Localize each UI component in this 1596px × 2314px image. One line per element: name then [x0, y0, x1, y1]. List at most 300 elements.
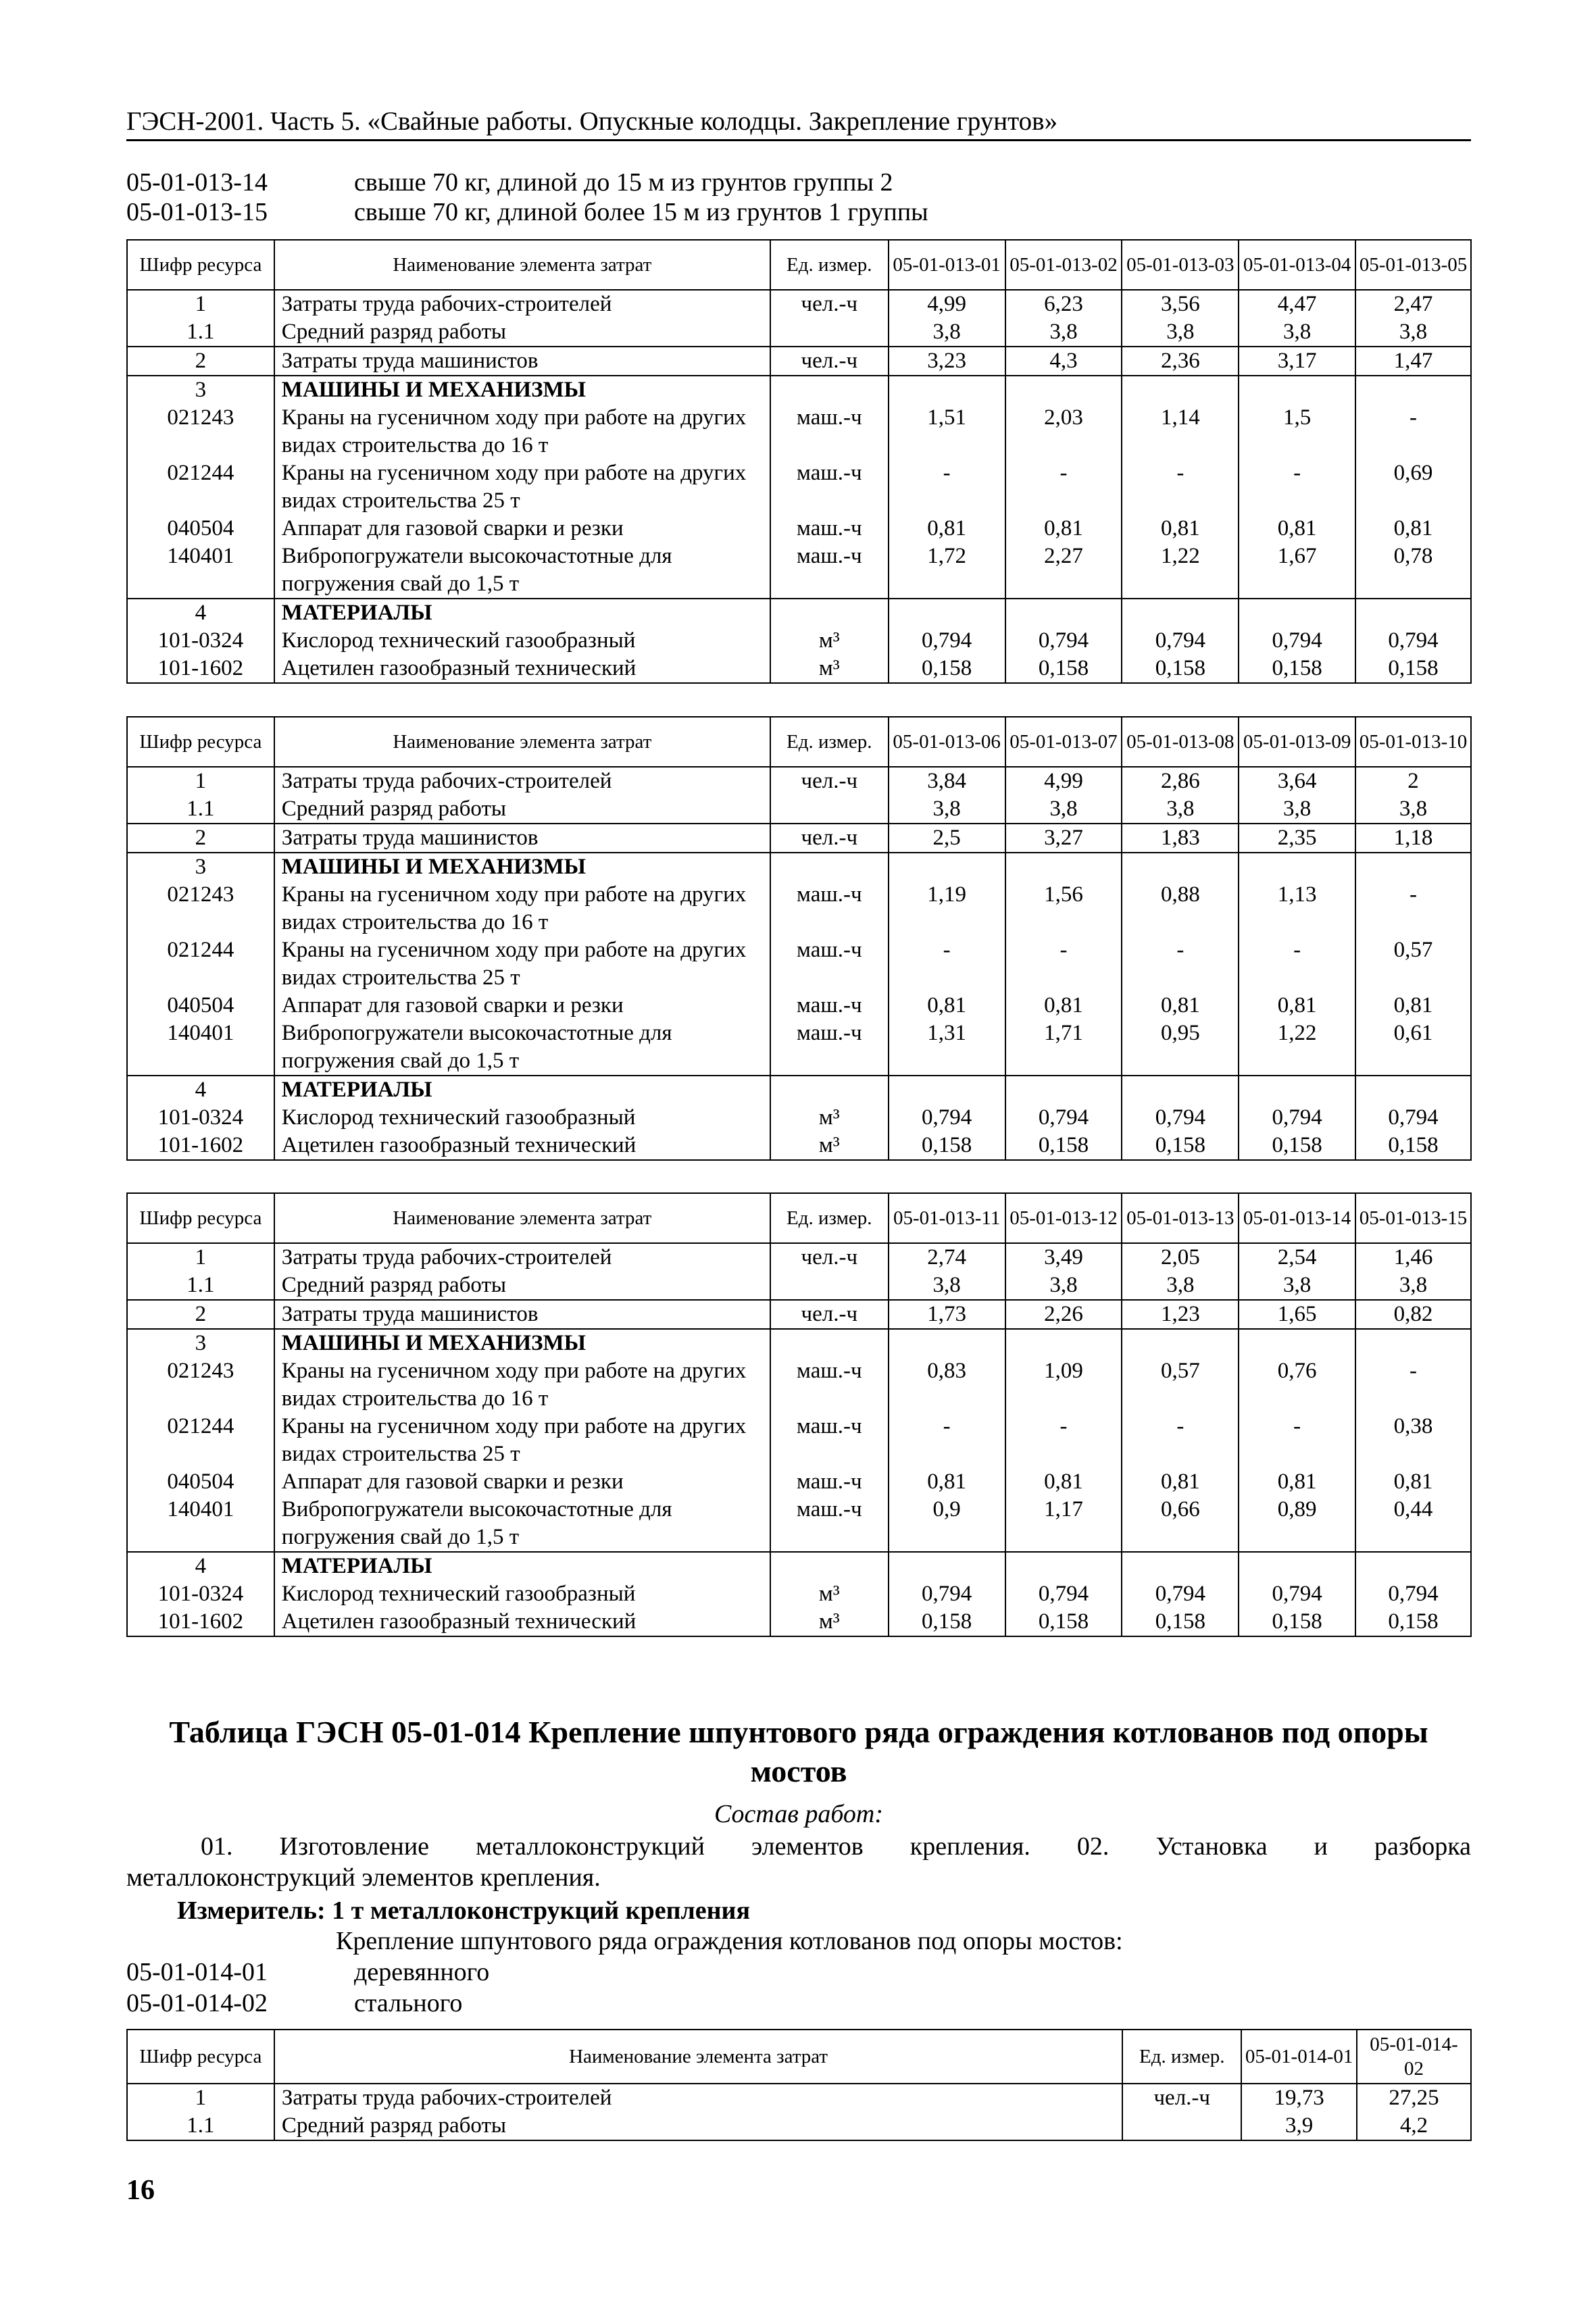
- table-row: [127, 290, 1471, 318]
- row-value: 0,81: [1355, 992, 1471, 1020]
- row-value: 1,51: [889, 404, 1005, 459]
- row-value: 3,8: [1122, 795, 1239, 824]
- row-value: 3,8: [1239, 1272, 1355, 1300]
- row-value: 2,86: [1122, 767, 1239, 795]
- row-unit: [770, 1272, 889, 1300]
- table-row: [127, 1076, 1471, 1104]
- row-name: Аппарат для газовой сварки и резки: [274, 1468, 770, 1496]
- row-value: 1,19: [889, 881, 1005, 936]
- table-row: [127, 1357, 1471, 1413]
- item-code: 05-01-014-01: [126, 1958, 268, 1986]
- row-value: 0,158: [1355, 1608, 1471, 1636]
- table-row: [127, 1608, 1471, 1636]
- row-unit: маш.-ч: [770, 1020, 889, 1076]
- row-value: 2,54: [1239, 1243, 1355, 1272]
- row-value: [1005, 599, 1122, 627]
- section-title: Таблица ГЭСН 05-01-014 Крепление шпунтового ряда ограждения котлованов под опоры мостов: [169, 1715, 1428, 1788]
- row-name: Затраты труда рабочих-строителей: [274, 2084, 1122, 2112]
- row-value: 3,23: [889, 347, 1005, 376]
- table-header-row: [127, 2030, 1471, 2084]
- row-value: 6,23: [1005, 290, 1122, 318]
- row-value: 3,64: [1239, 767, 1355, 795]
- item-text: деревянного: [354, 1958, 490, 1986]
- table-row: [127, 936, 1471, 992]
- row-unit: маш.-ч: [770, 992, 889, 1020]
- item-text: свыше 70 кг, длиной до 15 м из грунтов группы 2: [354, 168, 893, 197]
- row-value: 2: [1355, 767, 1471, 795]
- header-code: Шифр ресурса: [127, 717, 274, 767]
- row-value: 27,25: [1357, 2084, 1471, 2112]
- header-code: Шифр ресурса: [127, 1193, 274, 1243]
- row-code: 2: [127, 1300, 274, 1329]
- table-row: [127, 404, 1471, 459]
- row-name: МАШИНЫ И МЕХАНИЗМЫ: [274, 376, 770, 404]
- table-row: [127, 824, 1471, 853]
- row-value: [1355, 1552, 1471, 1580]
- header-column-code: 05-01-013-07: [1005, 717, 1122, 767]
- row-value: 2,27: [1005, 543, 1122, 599]
- item-text: свыше 70 кг, длиной более 15 м из грунтов 1 группы: [354, 198, 928, 226]
- row-name: Ацетилен газообразный технический: [274, 1132, 770, 1160]
- header-column-code: 05-01-013-10: [1355, 717, 1471, 767]
- header-column-code: 05-01-013-05: [1355, 240, 1471, 290]
- header-name: Наименование элемента затрат: [274, 240, 770, 290]
- row-value: 0,88: [1122, 881, 1239, 936]
- row-value: [1355, 1076, 1471, 1104]
- row-unit: [770, 853, 889, 881]
- row-name: Кислород технический газообразный: [274, 1104, 770, 1132]
- row-code: 021244: [127, 936, 274, 992]
- row-value: -: [1355, 1357, 1471, 1413]
- row-value: 0,794: [1005, 1580, 1122, 1608]
- row-value: 0,794: [889, 1580, 1005, 1608]
- item-code: 05-01-013-14: [126, 168, 268, 197]
- row-value: 0,794: [1239, 627, 1355, 655]
- table-row: [127, 1020, 1471, 1076]
- row-code: 4: [127, 1552, 274, 1580]
- header-column-code: 05-01-013-04: [1239, 240, 1355, 290]
- row-unit: [770, 599, 889, 627]
- row-value: -: [1122, 1413, 1239, 1468]
- row-value: 4,2: [1357, 2112, 1471, 2140]
- row-name: Краны на гусеничном ходу при работе на других видах строительства до 16 т: [274, 1357, 770, 1413]
- row-value: [1122, 853, 1239, 881]
- row-value: 1,18: [1355, 824, 1471, 853]
- row-value: [1355, 1329, 1471, 1357]
- row-code: 1.1: [127, 2112, 274, 2140]
- header-code: Шифр ресурса: [127, 2030, 274, 2084]
- row-name: МАШИНЫ И МЕХАНИЗМЫ: [274, 853, 770, 881]
- row-value: 1,71: [1005, 1020, 1122, 1076]
- row-value: 3,8: [1122, 1272, 1239, 1300]
- row-unit: чел.-ч: [770, 767, 889, 795]
- intro-text: Крепление шпунтового ряда ограждения котлованов под опоры мостов:: [336, 1927, 1123, 1955]
- row-code: 1: [127, 767, 274, 795]
- table-row: [127, 655, 1471, 683]
- row-unit: маш.-ч: [770, 936, 889, 992]
- row-value: 0,794: [1122, 627, 1239, 655]
- row-value: [1355, 376, 1471, 404]
- row-value: 0,57: [1122, 1357, 1239, 1413]
- row-unit: маш.-ч: [770, 1468, 889, 1496]
- row-name: Затраты труда рабочих-строителей: [274, 1243, 770, 1272]
- row-value: [1122, 1552, 1239, 1580]
- row-value: 0,81: [1005, 992, 1122, 1020]
- resource-table: [126, 2029, 1472, 2141]
- row-value: 3,8: [1355, 795, 1471, 824]
- header-unit: Ед. измер.: [770, 240, 889, 290]
- header-rule: [126, 139, 1471, 141]
- header-column-code: 05-01-013-13: [1122, 1193, 1239, 1243]
- table-row: [127, 1552, 1471, 1580]
- row-value: 4,3: [1005, 347, 1122, 376]
- row-value: 3,8: [1122, 318, 1239, 347]
- row-name: Ацетилен газообразный технический: [274, 1608, 770, 1636]
- row-value: 0,158: [1122, 655, 1239, 683]
- row-value: 4,99: [1005, 767, 1122, 795]
- table-row: [127, 543, 1471, 599]
- row-name: Средний разряд работы: [274, 795, 770, 824]
- row-value: [889, 1076, 1005, 1104]
- top-item: [126, 167, 893, 198]
- row-value: 0,81: [1239, 1468, 1355, 1496]
- row-name: Средний разряд работы: [274, 318, 770, 347]
- row-value: 0,81: [1355, 1468, 1471, 1496]
- row-code: 040504: [127, 992, 274, 1020]
- row-value: 0,89: [1239, 1496, 1355, 1552]
- row-value: 0,69: [1355, 459, 1471, 515]
- row-value: [1239, 853, 1355, 881]
- row-name: Средний разряд работы: [274, 1272, 770, 1300]
- table-row: [127, 1413, 1471, 1468]
- header-column-code: 05-01-013-09: [1239, 717, 1355, 767]
- row-code: 2: [127, 347, 274, 376]
- row-name: Вибропогружатели высокочастотные для погружения свай до 1,5 т: [274, 543, 770, 599]
- table-row: [127, 881, 1471, 936]
- row-name: Затраты труда машинистов: [274, 824, 770, 853]
- row-value: 0,61: [1355, 1020, 1471, 1076]
- row-code: 021244: [127, 459, 274, 515]
- row-value: 0,76: [1239, 1357, 1355, 1413]
- row-value: 0,794: [889, 1104, 1005, 1132]
- table-row: [127, 795, 1471, 824]
- row-value: 0,81: [1005, 515, 1122, 543]
- row-value: [1005, 1552, 1122, 1580]
- row-value: -: [1122, 459, 1239, 515]
- row-name: Аппарат для газовой сварки и резки: [274, 515, 770, 543]
- row-value: 1,09: [1005, 1357, 1122, 1413]
- table-row: [127, 347, 1471, 376]
- row-name: Кислород технический газообразный: [274, 627, 770, 655]
- row-value: 4,47: [1239, 290, 1355, 318]
- row-value: 0,9: [889, 1496, 1005, 1552]
- row-value: 0,794: [1005, 627, 1122, 655]
- row-name: Затраты труда рабочих-строителей: [274, 290, 770, 318]
- row-value: 1,22: [1239, 1020, 1355, 1076]
- row-value: [1239, 1076, 1355, 1104]
- row-name: МАШИНЫ И МЕХАНИЗМЫ: [274, 1329, 770, 1357]
- row-value: 1,14: [1122, 404, 1239, 459]
- row-code: 101-0324: [127, 1580, 274, 1608]
- row-value: 0,38: [1355, 1413, 1471, 1468]
- item-text: стального: [354, 1989, 463, 2017]
- row-code: 3: [127, 376, 274, 404]
- meter: Измеритель: 1 т металлоконструкций крепления: [177, 1896, 751, 1925]
- row-unit: чел.-ч: [770, 347, 889, 376]
- row-value: 3,8: [889, 318, 1005, 347]
- row-unit: м³: [770, 627, 889, 655]
- row-name: Краны на гусеничном ходу при работе на других видах строительства 25 т: [274, 459, 770, 515]
- row-value: 2,26: [1005, 1300, 1122, 1329]
- row-value: 1,23: [1122, 1300, 1239, 1329]
- resource-table: [126, 1192, 1472, 1637]
- table-row: [127, 318, 1471, 347]
- row-value: -: [1005, 459, 1122, 515]
- row-unit: маш.-ч: [770, 1357, 889, 1413]
- row-code: 1: [127, 290, 274, 318]
- row-value: 0,158: [1005, 1608, 1122, 1636]
- row-value: 1,5: [1239, 404, 1355, 459]
- row-name: МАТЕРИАЛЫ: [274, 599, 770, 627]
- row-name: Вибропогружатели высокочастотные для погружения свай до 1,5 т: [274, 1020, 770, 1076]
- row-unit: чел.-ч: [1122, 2084, 1241, 2112]
- row-value: 0,44: [1355, 1496, 1471, 1552]
- row-unit: маш.-ч: [770, 459, 889, 515]
- work-description: [126, 1831, 1471, 1893]
- row-unit: маш.-ч: [770, 1496, 889, 1552]
- row-value: 0,82: [1355, 1300, 1471, 1329]
- table-row: [127, 992, 1471, 1020]
- table-row: [127, 459, 1471, 515]
- row-unit: м³: [770, 1608, 889, 1636]
- table-row: [127, 2112, 1471, 2140]
- row-value: 0,158: [1005, 655, 1122, 683]
- row-unit: [770, 1076, 889, 1104]
- row-value: [889, 1329, 1005, 1357]
- row-unit: [770, 1329, 889, 1357]
- row-value: 3,8: [1239, 795, 1355, 824]
- row-unit: маш.-ч: [770, 515, 889, 543]
- item-code: 05-01-013-15: [126, 198, 268, 226]
- row-value: 4,99: [889, 290, 1005, 318]
- table-row: [127, 1272, 1471, 1300]
- row-value: 0,57: [1355, 936, 1471, 992]
- row-value: 1,22: [1122, 543, 1239, 599]
- row-value: 0,78: [1355, 543, 1471, 599]
- item-code: 05-01-014-02: [126, 1989, 268, 2017]
- row-value: -: [889, 936, 1005, 992]
- row-value: -: [889, 1413, 1005, 1468]
- row-unit: м³: [770, 1104, 889, 1132]
- row-code: 140401: [127, 1496, 274, 1552]
- work-text-line-1: 01. Изготовление металлоконструкций элементов крепления. 02. Установка и разборка: [201, 1832, 1471, 1861]
- row-unit: маш.-ч: [770, 1413, 889, 1468]
- row-value: 0,81: [1122, 515, 1239, 543]
- header-name: Наименование элемента затрат: [274, 2030, 1122, 2084]
- row-name: Затраты труда машинистов: [274, 1300, 770, 1329]
- header-column-code: 05-01-013-14: [1239, 1193, 1355, 1243]
- row-value: [1005, 376, 1122, 404]
- header-name: Наименование элемента затрат: [274, 717, 770, 767]
- row-value: [1122, 599, 1239, 627]
- table-row: [127, 767, 1471, 795]
- row-code: 1.1: [127, 795, 274, 824]
- row-code: 1.1: [127, 1272, 274, 1300]
- row-code: 4: [127, 1076, 274, 1104]
- row-value: 0,794: [1005, 1104, 1122, 1132]
- row-value: 1,31: [889, 1020, 1005, 1076]
- row-code: 1: [127, 2084, 274, 2112]
- row-code: 021243: [127, 404, 274, 459]
- row-value: 0,158: [1239, 655, 1355, 683]
- row-value: 3,8: [1355, 318, 1471, 347]
- row-code: 2: [127, 824, 274, 853]
- row-value: 3,8: [1005, 1272, 1122, 1300]
- row-value: 3,8: [1355, 1272, 1471, 1300]
- row-name: Затраты труда рабочих-строителей: [274, 767, 770, 795]
- row-value: 0,81: [1005, 1468, 1122, 1496]
- row-value: 0,794: [1239, 1580, 1355, 1608]
- header-column-code: 05-01-013-11: [889, 1193, 1005, 1243]
- row-value: 1,67: [1239, 543, 1355, 599]
- row-value: 0,158: [1005, 1132, 1122, 1160]
- row-unit: чел.-ч: [770, 1243, 889, 1272]
- table-row: [127, 376, 1471, 404]
- row-value: 0,81: [1355, 515, 1471, 543]
- row-value: [889, 853, 1005, 881]
- row-value: 3,8: [889, 795, 1005, 824]
- row-value: 0,158: [1122, 1132, 1239, 1160]
- row-value: [1005, 1076, 1122, 1104]
- row-value: [1355, 853, 1471, 881]
- row-unit: чел.-ч: [770, 1300, 889, 1329]
- table-row: [127, 599, 1471, 627]
- bottom-item: [126, 1988, 462, 2019]
- row-value: 0,794: [1355, 1104, 1471, 1132]
- row-value: [1355, 599, 1471, 627]
- row-unit: м³: [770, 1132, 889, 1160]
- work-title: Состав работ:: [714, 1800, 884, 1828]
- row-value: 3,8: [1005, 318, 1122, 347]
- table-row: [127, 1104, 1471, 1132]
- row-value: 1,73: [889, 1300, 1005, 1329]
- row-value: 3,56: [1122, 290, 1239, 318]
- table-row: [127, 1132, 1471, 1160]
- row-value: [889, 599, 1005, 627]
- row-unit: чел.-ч: [770, 290, 889, 318]
- row-value: -: [1239, 459, 1355, 515]
- table-header-row: [127, 717, 1471, 767]
- row-code: 101-1602: [127, 1608, 274, 1636]
- row-code: 140401: [127, 543, 274, 599]
- row-code: 140401: [127, 1020, 274, 1076]
- row-value: 1,56: [1005, 881, 1122, 936]
- row-value: 3,49: [1005, 1243, 1122, 1272]
- page-header: ГЭСН-2001. Часть 5. «Свайные работы. Опускные колодцы. Закрепление грунтов»: [126, 107, 1058, 136]
- row-value: [1239, 599, 1355, 627]
- table-row: [127, 627, 1471, 655]
- row-value: 0,794: [889, 627, 1005, 655]
- row-value: 0,95: [1122, 1020, 1239, 1076]
- row-value: [1122, 376, 1239, 404]
- row-value: 2,5: [889, 824, 1005, 853]
- row-value: 0,81: [889, 992, 1005, 1020]
- row-name: Краны на гусеничном ходу при работе на других видах строительства до 16 т: [274, 404, 770, 459]
- row-unit: [770, 376, 889, 404]
- row-value: [1122, 1329, 1239, 1357]
- header-column-code: 05-01-013-06: [889, 717, 1005, 767]
- row-value: 1,47: [1355, 347, 1471, 376]
- row-value: [889, 376, 1005, 404]
- table-row: [127, 1300, 1471, 1329]
- row-value: 0,794: [1355, 627, 1471, 655]
- row-value: 0,794: [1122, 1104, 1239, 1132]
- row-code: 1: [127, 1243, 274, 1272]
- row-value: 3,17: [1239, 347, 1355, 376]
- row-code: 3: [127, 1329, 274, 1357]
- row-value: 0,794: [1239, 1104, 1355, 1132]
- row-value: 0,158: [1122, 1608, 1239, 1636]
- row-value: [889, 1552, 1005, 1580]
- row-value: [1005, 853, 1122, 881]
- row-code: 101-1602: [127, 1132, 274, 1160]
- row-value: 0,158: [889, 655, 1005, 683]
- row-value: 0,81: [889, 1468, 1005, 1496]
- row-code: 021243: [127, 881, 274, 936]
- row-value: 0,158: [1239, 1132, 1355, 1160]
- header-code: Шифр ресурса: [127, 240, 274, 290]
- table-row: [127, 853, 1471, 881]
- row-name: Ацетилен газообразный технический: [274, 655, 770, 683]
- row-unit: маш.-ч: [770, 404, 889, 459]
- row-value: -: [1122, 936, 1239, 992]
- row-code: 1.1: [127, 318, 274, 347]
- row-value: [1122, 1076, 1239, 1104]
- header-column-code: 05-01-013-02: [1005, 240, 1122, 290]
- header-unit: Ед. измер.: [770, 717, 889, 767]
- row-name: МАТЕРИАЛЫ: [274, 1552, 770, 1580]
- table-row: [127, 1496, 1471, 1552]
- row-code: 021244: [127, 1413, 274, 1468]
- row-value: [1005, 1329, 1122, 1357]
- row-value: 1,13: [1239, 881, 1355, 936]
- row-name: Краны на гусеничном ходу при работе на других видах строительства 25 т: [274, 936, 770, 992]
- row-value: -: [1355, 881, 1471, 936]
- row-value: 3,8: [1239, 318, 1355, 347]
- row-unit: маш.-ч: [770, 881, 889, 936]
- row-unit: [1122, 2112, 1241, 2140]
- row-code: 4: [127, 599, 274, 627]
- row-name: МАТЕРИАЛЫ: [274, 1076, 770, 1104]
- header-column-code: 05-01-014-01: [1241, 2030, 1357, 2084]
- table-row: [127, 1329, 1471, 1357]
- table-row: [127, 1243, 1471, 1272]
- row-value: 0,158: [1355, 1132, 1471, 1160]
- row-value: 0,83: [889, 1357, 1005, 1413]
- row-value: 2,74: [889, 1243, 1005, 1272]
- row-value: -: [1005, 1413, 1122, 1468]
- table-header-row: [127, 1193, 1471, 1243]
- work-text-line-2: металлоконструкций элементов крепления.: [126, 1863, 601, 1892]
- row-value: 0,794: [1122, 1580, 1239, 1608]
- row-value: -: [889, 459, 1005, 515]
- header-name: Наименование элемента затрат: [274, 1193, 770, 1243]
- row-value: 0,158: [889, 1608, 1005, 1636]
- resource-table: [126, 716, 1472, 1161]
- row-value: 1,72: [889, 543, 1005, 599]
- row-value: 0,158: [889, 1132, 1005, 1160]
- header-unit: Ед. измер.: [1122, 2030, 1241, 2084]
